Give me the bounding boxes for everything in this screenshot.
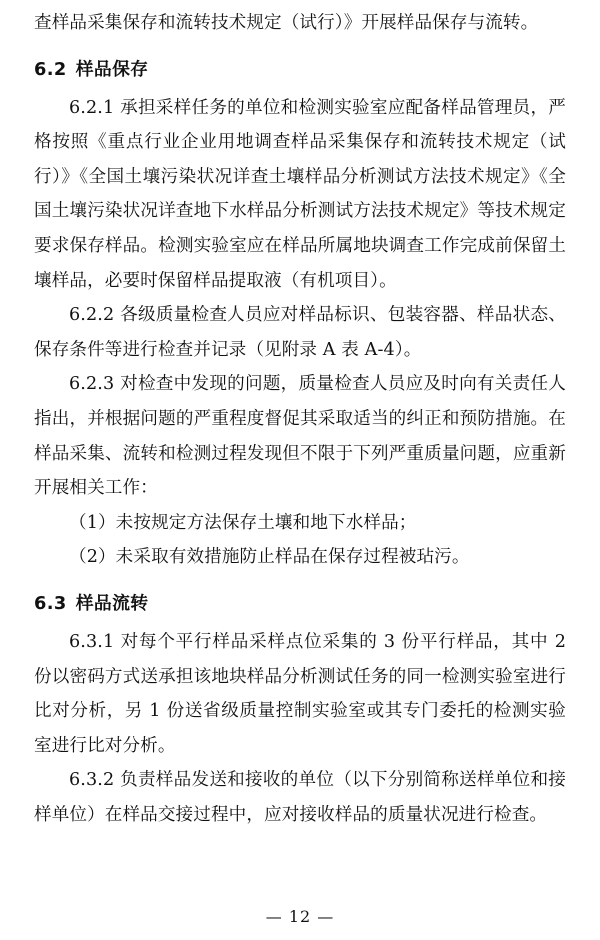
paragraph-6-3-2: 6.3.2 负责样品发送和接收的单位（以下分别简称送样单位和接样单位）在样品交接过程中，应对接收样品的质量状况进行检查。: [34, 770, 566, 825]
section-title: 样品保存: [75, 58, 149, 80]
paragraph-6-2-2: 6.2.2 各级质量检查人员应对样品标识、包装容器、样品状态、保存条件等进行检查并记录（见附录 A 表 A-4）。: [34, 305, 566, 360]
paragraph-continuation: 查样品采集保存和流转技术规定（试行）》开展样品保存与流转。: [34, 13, 539, 33]
section-title: 样品流转: [75, 592, 149, 614]
list-item-1: （1）未按规定方法保存土壤和地下水样品；: [69, 512, 417, 533]
paragraph-6-3-1: 6.3.1 对每个平行样品采样点位采集的 3 份平行样品，其中 2 份以密码方式送承担该地块样品分析测试任务的同一检测实验室进行比对分析，另 1 份送省级质量控制实验室或其专门委托的检测实验室进行比对分析。: [34, 631, 566, 756]
paragraph-6-2-1: 6.2.1 承担采样任务的单位和检测实验室应配备样品管理员，严格按照《重点行业企业用地调查样品采集保存和流转技术规定（试行）》《全国土壤污染状况详查土壤样品分析测试方法技术规定》《全国土壤污染状况详查地下水样品分析测试方法技术规定》等技术规定要求保存样品。检测实验室应在样品所属地块调查工作完成前保留土壤样品，必要时保留样品提取液（有机项目）。: [34, 97, 566, 291]
paragraph-6-2-3: 6.2.3 对检查中发现的问题，质量检查人员应及时向有关责任人指出，并根据问题的严重程度督促其采取适当的纠正和预防措施。在样品采集、流转和检测过程发现但不限于下列严重质量问题，应重新开展相关工作：: [34, 374, 566, 499]
section-number: 6.3: [34, 592, 67, 614]
spacer: [34, 41, 566, 44]
spacer: [34, 575, 566, 578]
section-number: 6.2: [34, 58, 67, 80]
section-heading-6-2: [34, 53, 566, 87]
page-number: — 12 —: [265, 907, 335, 926]
list-item-2: （2）未采取有效措施防止样品在保存过程被玷污。: [69, 547, 470, 568]
section-heading-6-3: [34, 587, 566, 621]
